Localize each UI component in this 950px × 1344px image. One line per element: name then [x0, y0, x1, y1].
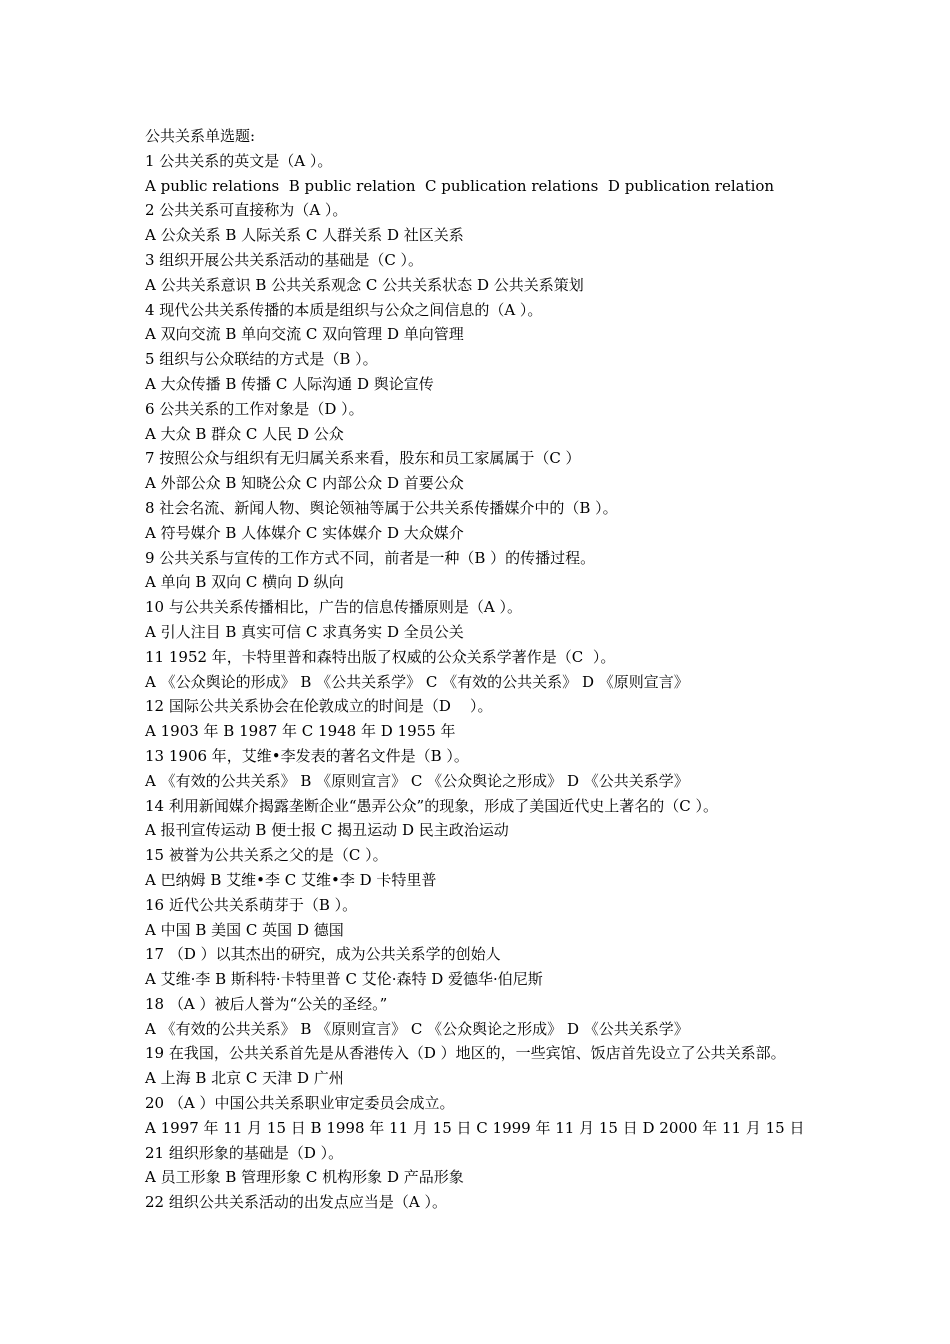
options-line: A 大众 B 群众 C 人民 D 公众: [145, 424, 344, 443]
options-line: A 1997 年 11 月 15 日 B 1998 年 11 月 15 日 C 1999 年 11 月 15 日 D 2000 年 11 月 15 日: [145, 1118, 805, 1137]
options-line: A 报刊宣传运动 B 便士报 C 揭丑运动 D 民主政治运动: [145, 821, 509, 840]
options-line: A public relations B public relation C publication relations D publication relation: [145, 176, 775, 195]
question-line: 20 （A ）中国公共关系职业审定委员会成立。: [145, 1094, 455, 1113]
options-line: A 上海 B 北京 C 天津 D 广州: [145, 1069, 344, 1088]
options-line: A 双向交流 B 单向交流 C 双向管理 D 单向管理: [145, 325, 464, 344]
options-line: A 员工形象 B 管理形象 C 机构形象 D 产品形象: [145, 1168, 464, 1187]
options-line: A 单向 B 双向 C 横向 D 纵向: [145, 573, 344, 592]
document-body: [145, 124, 925, 1215]
options-line: A 公众关系 B 人际关系 C 人群关系 D 社区关系: [145, 226, 464, 245]
options-line: A 中国 B 美国 C 英国 D 德国: [145, 920, 344, 939]
question-line: 4 现代公共关系传播的本质是组织与公众之间信息的（A ）。: [145, 300, 543, 319]
question-line: 14 利用新闻媒介揭露垄断企业“愚弄公众”的现象，形成了美国近代史上著名的（C ）。: [145, 796, 718, 815]
question-line: 13 1906 年，艾维•李发表的著名文件是（B ）。: [145, 746, 469, 765]
options-line: A 大众传播 B 传播 C 人际沟通 D 舆论宣传: [145, 374, 434, 393]
question-line: 11 1952 年，卡特里普和森特出版了权威的公众关系学著作是（C ）。: [145, 647, 616, 666]
question-line: 6 公共关系的工作对象是（D ）。: [145, 399, 364, 418]
options-line: A 《公众舆论的形成》 B 《公共关系学》 C 《有效的公共关系》 D 《原则宣言》: [145, 672, 689, 691]
question-line: 3 组织开展公共关系活动的基础是（C ）。: [145, 250, 424, 269]
options-line: A 公共关系意识 B 公共关系观念 C 公共关系状态 D 公共关系策划: [145, 275, 584, 294]
options-line: A 《有效的公共关系》 B 《原则宣言》 C 《公众舆论之形成》 D 《公共关系学》: [145, 1019, 689, 1038]
question-line: 17 （D ）以其杰出的研究，成为公共关系学的创始人: [145, 945, 501, 964]
question-line: 18 （A ）被后人誉为“公关的圣经。”: [145, 994, 388, 1013]
options-line: A 巴纳姆 B 艾维•李 C 艾维•李 D 卡特里普: [145, 870, 437, 889]
question-line: 9 公共关系与宣传的工作方式不同，前者是一种（B ）的传播过程。: [145, 548, 596, 567]
options-line: A 1903 年 B 1987 年 C 1948 年 D 1955 年: [145, 722, 456, 741]
question-line: 10 与公共关系传播相比，广告的信息传播原则是（A ）。: [145, 598, 522, 617]
options-line: A 艾维·李 B 斯科特·卡特里普 C 艾伦·森特 D 爱德华·伯尼斯: [145, 970, 543, 989]
options-line: A 引人注目 B 真实可信 C 求真务实 D 全员公关: [145, 622, 464, 641]
options-line: A 外部公众 B 知晓公众 C 内部公众 D 首要公众: [145, 474, 464, 493]
question-line: 5 组织与公众联结的方式是（B ）。: [145, 350, 378, 369]
question-line: 21 组织形象的基础是（D ）。: [145, 1143, 344, 1162]
question-line: 15 被誉为公共关系之父的是（C ）。: [145, 846, 388, 865]
options-line: A 《有效的公共关系》 B 《原则宣言》 C 《公众舆论之形成》 D 《公共关系学》: [145, 771, 689, 790]
document-title: 公共关系单选题:: [145, 127, 256, 145]
options-line: A 符号媒介 B 人体媒介 C 实体媒介 D 大众媒介: [145, 523, 464, 542]
question-line: 19 在我国，公共关系首先是从香港传入（D ）地区的，一些宾馆、饭店首先设立了公共关系部。: [145, 1044, 786, 1063]
question-line: 1 公共关系的英文是（A ）。: [145, 151, 333, 170]
question-line: 8 社会名流、新闻人物、舆论领袖等属于公共关系传播媒介中的（B ）。: [145, 498, 618, 517]
question-line: 7 按照公众与组织有无归属关系来看，股东和员工家属属于（C ）: [145, 449, 581, 468]
question-line: 16 近代公共关系萌芽于（B ）。: [145, 895, 358, 914]
question-line: 2 公共关系可直接称为（A ）。: [145, 201, 348, 220]
question-line: 22 组织公共关系活动的出发点应当是（A ）。: [145, 1193, 447, 1212]
question-line: 12 国际公共关系协会在伦敦成立的时间是（D ）。: [145, 697, 493, 716]
